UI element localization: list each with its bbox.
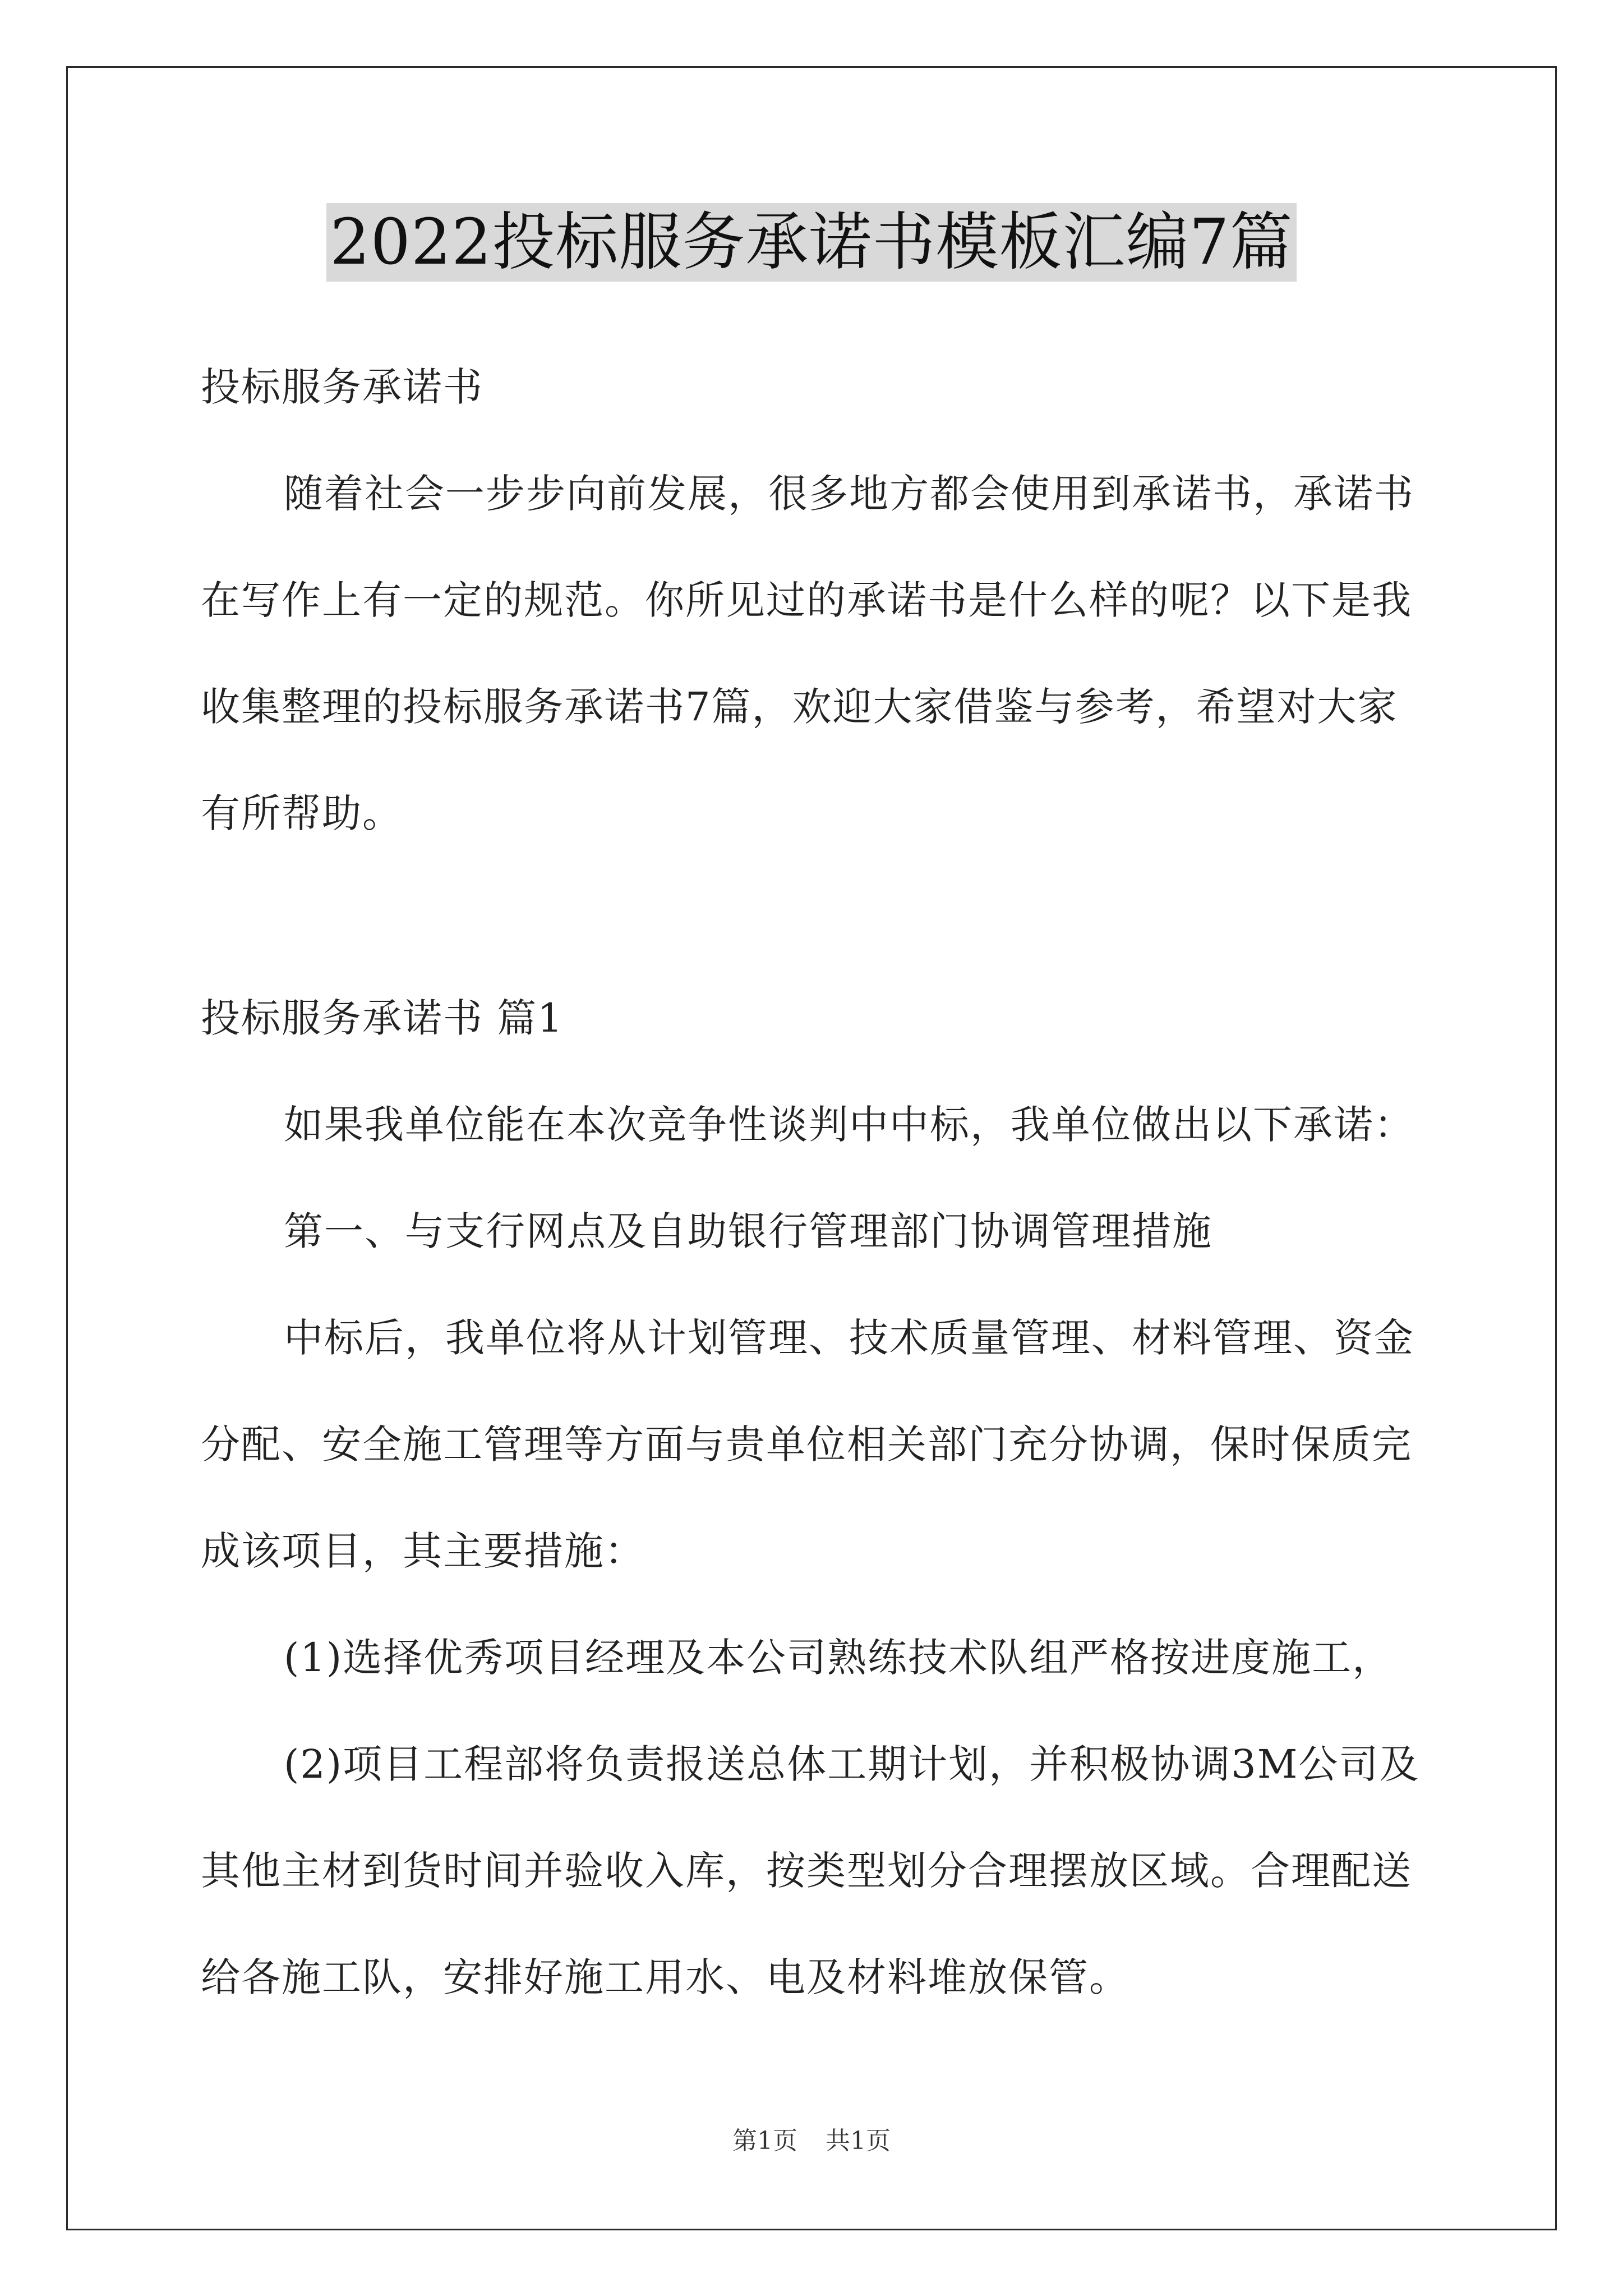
intro-heading: 投标服务承诺书: [201, 364, 483, 410]
body-paragraph: (2)项目工程部将负责报送总体工期计划，并积极协调3M公司及其他主材到货时间并验收入库，按类型划分合理摆放区域。合理配送给各施工队，安排好施工用水、电及材料堆放保管。: [201, 1741, 1420, 2000]
title-container: [0, 203, 1623, 282]
section-heading: 投标服务承诺书 篇1: [201, 995, 564, 1041]
page-footer: [0, 2120, 1623, 2156]
page-total: 共1页: [826, 2127, 891, 2155]
body-paragraph: (1)选择优秀项目经理及本公司熟练技术队组严格按进度施工，: [284, 1635, 1393, 1681]
body-paragraph: 中标后，我单位将从计划管理、技术质量管理、材料管理、资金分配、安全施工管理等方面与贵单位相关部门充分协调，保时保质完成该项目，其主要措施：: [201, 1315, 1414, 1574]
body-paragraph: 如果我单位能在本次竞争性谈判中中标，我单位做出以下承诺：: [284, 1102, 1414, 1148]
page-number: 第1页: [732, 2127, 797, 2155]
body-paragraph: 第一、与支行网点及自助银行管理部门协调管理措施: [284, 1208, 1212, 1254]
intro-paragraph: 随着社会一步步向前发展，很多地方都会使用到承诺书，承诺书在写作上有一定的规范。你所见过的承诺书是什么样的呢？以下是我收集整理的投标服务承诺书7篇，欢迎大家借鉴与参考，希望对大家有所帮助。: [201, 471, 1414, 836]
document-title: 2022投标服务承诺书模板汇编7篇: [326, 203, 1296, 282]
